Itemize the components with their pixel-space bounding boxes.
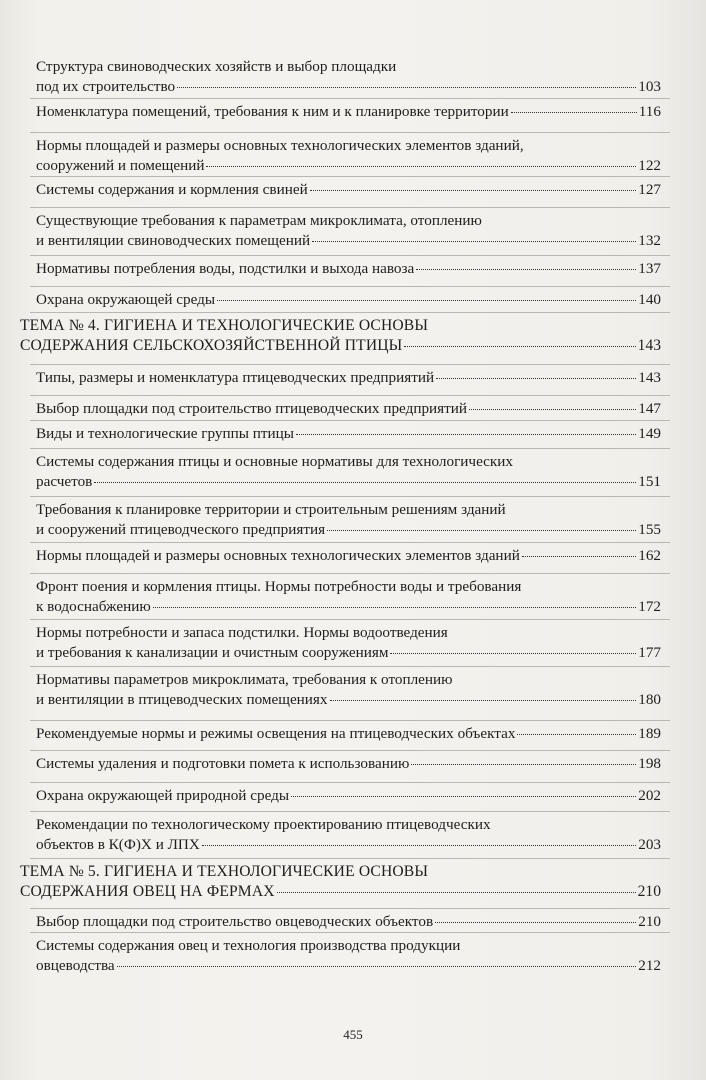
toc-entry-line: [36, 956, 661, 976]
toc-entry-title: Структура свиноводческих хозяйств и выбор площадки: [36, 58, 397, 75]
toc-entry: [36, 290, 661, 310]
toc-entry-title: сооружений и помещений: [36, 157, 205, 174]
dot-leader: [312, 240, 636, 242]
toc-page-number: 162: [638, 547, 661, 564]
toc-page-number: 122: [638, 157, 661, 174]
toc-entry-line: [36, 500, 661, 520]
separator-line: [30, 542, 670, 543]
toc-entry-title: и вентиляции в птицеводческих помещениях: [36, 691, 328, 708]
toc-entry-title: Рекомендуемые нормы и режимы освещения на птицеводческих объектах: [36, 725, 516, 742]
toc-entry-title: Нормативы потребления воды, подстилки и выхода навоза: [36, 260, 415, 277]
toc-entry: [36, 424, 661, 444]
toc-page-number: 132: [638, 232, 661, 249]
toc-entry-line: [36, 936, 661, 956]
dot-leader: [206, 165, 636, 167]
dot-leader: [177, 86, 636, 88]
toc-entry: [36, 936, 661, 976]
toc-entry-line: [36, 102, 661, 122]
toc-entry: [36, 724, 661, 744]
toc-entry-line: [36, 724, 661, 744]
separator-line: [30, 666, 670, 667]
toc-entry-line: [36, 290, 661, 310]
separator-line: [30, 858, 670, 859]
toc-entry-line: [36, 643, 661, 663]
toc-page-number: 212: [638, 957, 661, 974]
page-number: 455: [343, 1027, 363, 1042]
toc-entry-title: и сооружений птицеводческого предприятия: [36, 521, 326, 538]
dot-leader: [511, 111, 637, 113]
toc-entry: [36, 623, 661, 663]
toc-entry-line: [36, 368, 661, 388]
toc-page-number: 180: [638, 691, 661, 708]
toc-entry: [36, 452, 661, 492]
toc-page-number: 140: [638, 291, 661, 308]
separator-line: [30, 176, 670, 177]
dot-leader: [202, 844, 636, 846]
dot-leader: [310, 189, 637, 191]
toc-entry-line: [36, 754, 661, 774]
toc-entry-line: [36, 156, 661, 176]
toc-page-number: 210: [637, 883, 661, 900]
toc-page-number: 137: [638, 260, 661, 277]
toc-entry-title: Выбор площадки под строительство птицеводческих предприятий: [36, 400, 468, 417]
toc-entry-title: Рекомендации по технологическому проектированию птицеводческих: [36, 816, 491, 833]
separator-line: [30, 448, 670, 449]
dot-leader: [435, 921, 636, 923]
dot-leader: [522, 555, 636, 557]
separator-line: [30, 720, 670, 721]
toc-entry-line: [20, 882, 661, 902]
toc-entry: [36, 815, 661, 855]
toc-entry: [36, 500, 661, 540]
toc-page-number: 143: [638, 369, 661, 386]
toc-entry-line: [36, 815, 661, 835]
toc-entry-title: и требования к канализации и очистным сооружениям: [36, 644, 389, 661]
toc-entry-title: Существующие требования к параметрам микроклимата, отоплению: [36, 212, 482, 229]
toc-entry: [36, 102, 661, 122]
dot-leader: [436, 377, 636, 379]
dot-leader: [404, 345, 635, 347]
dot-leader: [217, 299, 636, 301]
toc-entry-line: [36, 520, 661, 540]
separator-line: [30, 573, 670, 574]
separator-line: [30, 496, 670, 497]
toc-entry-title: расчетов: [36, 473, 93, 490]
dot-leader: [330, 699, 637, 701]
toc-entry: [36, 912, 661, 932]
toc-entry-title: Системы удаления и подготовки помета к использованию: [36, 755, 410, 772]
dot-leader: [296, 433, 636, 435]
toc-entry: [36, 577, 661, 617]
toc-entry-title: Нормы потребности и запаса подстилки. Нормы водоотведения: [36, 624, 448, 641]
toc-entry: [36, 399, 661, 419]
separator-line: [30, 811, 670, 812]
toc-entry-line: [20, 862, 661, 882]
toc-entry: [36, 136, 661, 176]
toc-entry-line: [36, 546, 661, 566]
toc-entry-line: [36, 577, 661, 597]
dot-leader: [390, 652, 636, 654]
toc-entry-line: [36, 136, 661, 156]
separator-line: [30, 932, 670, 933]
toc-entry-title: Системы содержания овец и технология производства продукции: [36, 937, 461, 954]
toc-entry-line: [36, 57, 661, 77]
dot-leader: [94, 481, 636, 483]
separator-line: [30, 312, 670, 313]
toc-entry-title: Выбор площадки под строительство овцеводческих объектов: [36, 913, 434, 930]
toc-entry: [36, 368, 661, 388]
toc-entry-title: СОДЕРЖАНИЯ ОВЕЦ НА ФЕРМАХ: [20, 883, 275, 900]
toc-entry: [36, 786, 661, 806]
toc-heading: [20, 862, 661, 902]
toc-entry-line: [36, 623, 661, 643]
toc-entry: [36, 57, 661, 97]
toc-heading: [20, 316, 661, 356]
dot-leader: [411, 763, 636, 765]
toc-entry-line: [36, 835, 661, 855]
toc-page-number: 202: [638, 787, 661, 804]
toc-entry-line: [36, 211, 661, 231]
toc-page-number: 147: [638, 400, 661, 417]
toc-entry-line: [36, 472, 661, 492]
toc-entry-line: [36, 670, 661, 690]
toc-page-number: 203: [638, 836, 661, 853]
toc-entry-line: [36, 597, 661, 617]
toc-entry-line: [36, 424, 661, 444]
separator-line: [30, 750, 670, 751]
toc-entry-title: Нормы площадей и размеры основных технологических элементов зданий,: [36, 137, 524, 154]
toc-entry: [36, 180, 661, 200]
toc-page-number: 177: [638, 644, 661, 661]
toc-entry-title: и вентиляции свиноводческих помещений: [36, 232, 311, 249]
toc-entry-line: [36, 180, 661, 200]
dot-leader: [117, 965, 637, 967]
separator-line: [30, 98, 670, 99]
toc-entry-title: Системы содержания и кормления свиней: [36, 181, 308, 198]
toc-entry-title: Номенклатура помещений, требования к ним и к планировке территории: [36, 103, 509, 120]
toc-entry-title: Требования к планировке территории и строительным решениям зданий: [36, 501, 506, 518]
toc-entry-line: [36, 786, 661, 806]
toc-entry: [36, 754, 661, 774]
toc-entry: [36, 211, 661, 251]
toc-entry-line: [36, 399, 661, 419]
toc-page-number: 127: [638, 181, 661, 198]
dot-leader: [416, 268, 636, 270]
separator-line: [30, 619, 670, 620]
toc-page-number: 155: [638, 521, 661, 538]
toc-entry-line: [36, 231, 661, 251]
toc-entry-title: СОДЕРЖАНИЯ СЕЛЬСКОХОЗЯЙСТВЕННОЙ ПТИЦЫ: [20, 337, 403, 354]
toc-page-number: 172: [638, 598, 661, 615]
toc-page-number: 189: [638, 725, 661, 742]
toc-entry-title: Нормы площадей и размеры основных технологических элементов зданий: [36, 547, 520, 564]
toc-entry-title: Системы содержания птицы и основные нормативы для технологических: [36, 453, 514, 470]
separator-line: [30, 395, 670, 396]
separator-line: [30, 364, 670, 365]
toc-entry-line: [20, 316, 661, 336]
toc-page-number: 143: [637, 337, 661, 354]
toc-page-number: 116: [638, 103, 661, 120]
toc-page-number: 151: [638, 473, 661, 490]
toc-page-number: 210: [638, 913, 661, 930]
separator-line: [30, 782, 670, 783]
toc-entry-title: Фронт поения и кормления птицы. Нормы потребности воды и требования: [36, 578, 522, 595]
separator-line: [30, 420, 670, 421]
toc-entry-title: Виды и технологические группы птицы: [36, 425, 294, 442]
toc-entry-title: под их строительство: [36, 78, 176, 95]
toc-page-number: 103: [638, 78, 661, 95]
toc-entry-line: [36, 77, 661, 97]
toc-entry-title: ТЕМА № 4. ГИГИЕНА И ТЕХНОЛОГИЧЕСКИЕ ОСНОВЫ: [20, 317, 429, 334]
toc-entry: [36, 259, 661, 279]
toc-page-number: 149: [638, 425, 661, 442]
toc-entry-title: Охрана окружающей природной среды: [36, 787, 290, 804]
toc-page-number: 198: [638, 755, 661, 772]
separator-line: [30, 908, 670, 909]
toc-entry-title: Типы, размеры и номенклатура птицеводческих предприятий: [36, 369, 435, 386]
dot-leader: [469, 408, 636, 410]
toc-entry-line: [36, 690, 661, 710]
dot-leader: [291, 795, 636, 797]
dot-leader: [153, 606, 637, 608]
toc-entry-line: [20, 336, 661, 356]
dot-leader: [327, 529, 636, 531]
separator-line: [30, 207, 670, 208]
toc-entry-line: [36, 912, 661, 932]
toc-entry-title: объектов в К(Ф)Х и ЛПХ: [36, 836, 200, 853]
toc-entry-title: ТЕМА № 5. ГИГИЕНА И ТЕХНОЛОГИЧЕСКИЕ ОСНОВЫ: [20, 863, 429, 880]
toc-entry-line: [36, 452, 661, 472]
toc-entry-title: Нормативы параметров микроклимата, требования к отоплению: [36, 671, 453, 688]
separator-line: [30, 132, 670, 133]
toc-entry-line: [36, 259, 661, 279]
toc-entry: [36, 670, 661, 710]
separator-line: [30, 255, 670, 256]
toc-entry: [36, 546, 661, 566]
dot-leader: [277, 891, 636, 893]
dot-leader: [517, 733, 636, 735]
toc-entry-title: Охрана окружающей среды: [36, 291, 216, 308]
toc-entry-title: к водоснабжению: [36, 598, 151, 615]
separator-line: [30, 286, 670, 287]
toc-entry-title: овцеводства: [36, 957, 115, 974]
